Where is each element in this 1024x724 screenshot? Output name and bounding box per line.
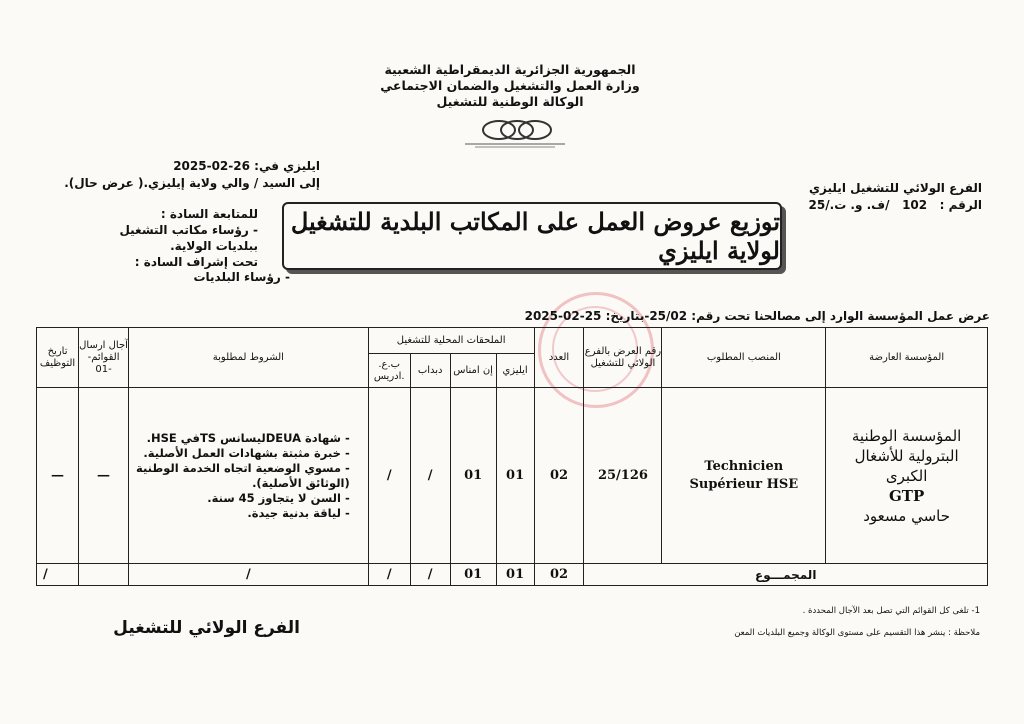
header-annex-debdeb: دبداب: [410, 354, 450, 388]
document-date: ايليزي في: 26-02-2025: [173, 159, 320, 173]
header-conditions: الشروط لمطلوبة: [129, 328, 369, 388]
header-post: المنصب المطلوب: [662, 328, 826, 388]
header-annex-in-amenas: إن امناس: [450, 354, 496, 388]
agency-logo-icon: [455, 116, 575, 150]
follow-up-block: [78, 206, 258, 270]
total-annex-illizi: 01: [496, 564, 534, 586]
table-row: [37, 388, 988, 564]
header-offer-no: رقم العرض بالفرع الولائي للتشغيل: [584, 328, 662, 388]
reference-block: [782, 180, 982, 214]
header-count: العدد: [534, 328, 584, 388]
footnote-2: ملاحظة : ينشر هذا التقسيم على مستوى الوكالة وجميع البلديات المعن: [734, 628, 980, 638]
cell-annex-bordj: /: [368, 388, 410, 564]
ref-suffix: /ف. و. ت./25: [808, 198, 890, 212]
reference-number: [782, 197, 982, 214]
footnotes: [480, 600, 980, 644]
total-annex-in-amenas: 01: [450, 564, 496, 586]
supervision-item: - رؤساء البلديات: [193, 270, 290, 284]
total-conditions: /: [129, 564, 369, 586]
offers-table: [36, 327, 988, 586]
total-label: المجمـــوع: [584, 564, 988, 586]
follow-up-item: - رؤساء مكاتب التشغيل ببلديات الولاية.: [119, 223, 258, 253]
total-last: /: [37, 564, 79, 586]
date-block: [60, 158, 320, 192]
header-annex-illizi: ايليزي: [496, 354, 534, 388]
cell-annex-in-amenas: 01: [450, 388, 496, 564]
condition-item: - خبرة مثبتة بشهادات العمل الأصلية.: [135, 446, 350, 461]
total-empty: [79, 564, 129, 586]
cell-org: [826, 388, 988, 564]
letterhead-line-3: الوكالة الوطنية للتشغيل: [436, 94, 584, 109]
total-annex-bordj: /: [368, 564, 410, 586]
ref-prefix: الرقم :: [939, 198, 982, 212]
org-code: GTP: [888, 486, 925, 505]
condition-item: - مسوي الوضعية اتجاه الخدمة الوطنية (الوثائق الأصلية).: [135, 461, 350, 491]
follow-up-heading: للمتابعة السادة :: [160, 207, 258, 221]
total-annex-debdeb: /: [410, 564, 450, 586]
letterhead-line-2: وزارة العمل والتشغيل والضمان الاجتماعي: [380, 78, 640, 93]
post-line-1: Technicien: [704, 458, 784, 474]
letterhead: [380, 62, 640, 110]
cell-hire-date: —: [37, 388, 79, 564]
cell-count: 02: [534, 388, 584, 564]
cell-post: [662, 388, 826, 564]
document-title: توزيع عروض العمل على المكاتب البلدية للتشغيل لولاية ايليزي: [282, 202, 782, 270]
header-annex-bordj: ب.ع. .ادريس: [368, 354, 410, 388]
header-org: المؤسسة العارضة: [826, 328, 988, 388]
table-header-row: [37, 328, 988, 354]
cell-conditions: [129, 388, 369, 564]
condition-item: - السن لا يتجاوز 45 سنة.: [135, 491, 350, 506]
header-deadline: آجال ارسال القوائم- -01: [79, 328, 129, 388]
org-line-3: الكبرى: [885, 466, 928, 485]
letterhead-line-1: الجمهورية الجزائرية الديمقراطية الشعبية: [384, 62, 636, 77]
org-line-1: المؤسسة الوطنية: [851, 426, 962, 445]
offer-reference-line: عرض عمل المؤسسة الوارد إلى مصالحنا تحت رقم: 25/02-بتاريخ: 25-02-2025: [524, 309, 990, 323]
branch-name: الفرع الولائي للتشغيل ايليزي: [809, 181, 982, 195]
post-line-2: Supérieur HSE: [689, 476, 799, 492]
conditions-list: [129, 431, 368, 521]
cell-annex-illizi: 01: [496, 388, 534, 564]
header-hire-date: تاريخ التوظيف: [37, 328, 79, 388]
supervision-heading: تحت إشراف السادة :: [134, 255, 258, 269]
addressee: إلى السيد / والي ولاية إيليزي.( عرض حال).: [64, 176, 320, 190]
condition-item: - لياقة بدنية جيدة.: [135, 506, 350, 521]
cell-deadline: —: [79, 388, 129, 564]
org-line-2: البترولية للأشغال: [854, 446, 959, 465]
org-place: حاسي مسعود: [863, 506, 950, 525]
cell-offer-no: 25/126: [584, 388, 662, 564]
ref-number: 102: [902, 198, 928, 212]
cell-annex-debdeb: /: [410, 388, 450, 564]
footnote-1: 1- تلغى كل القوائم التي تصل بعد الآجال المحددة .: [802, 606, 980, 616]
signature-block: الفرع الولائي للتشغيل: [113, 618, 300, 638]
table-total-row: [37, 564, 988, 586]
header-annexes: الملحقات المحلية للتشغيل: [368, 328, 534, 354]
condition-item: - شهادة DEUAليسانس TSفي HSE.: [135, 431, 350, 446]
total-count: 02: [534, 564, 584, 586]
